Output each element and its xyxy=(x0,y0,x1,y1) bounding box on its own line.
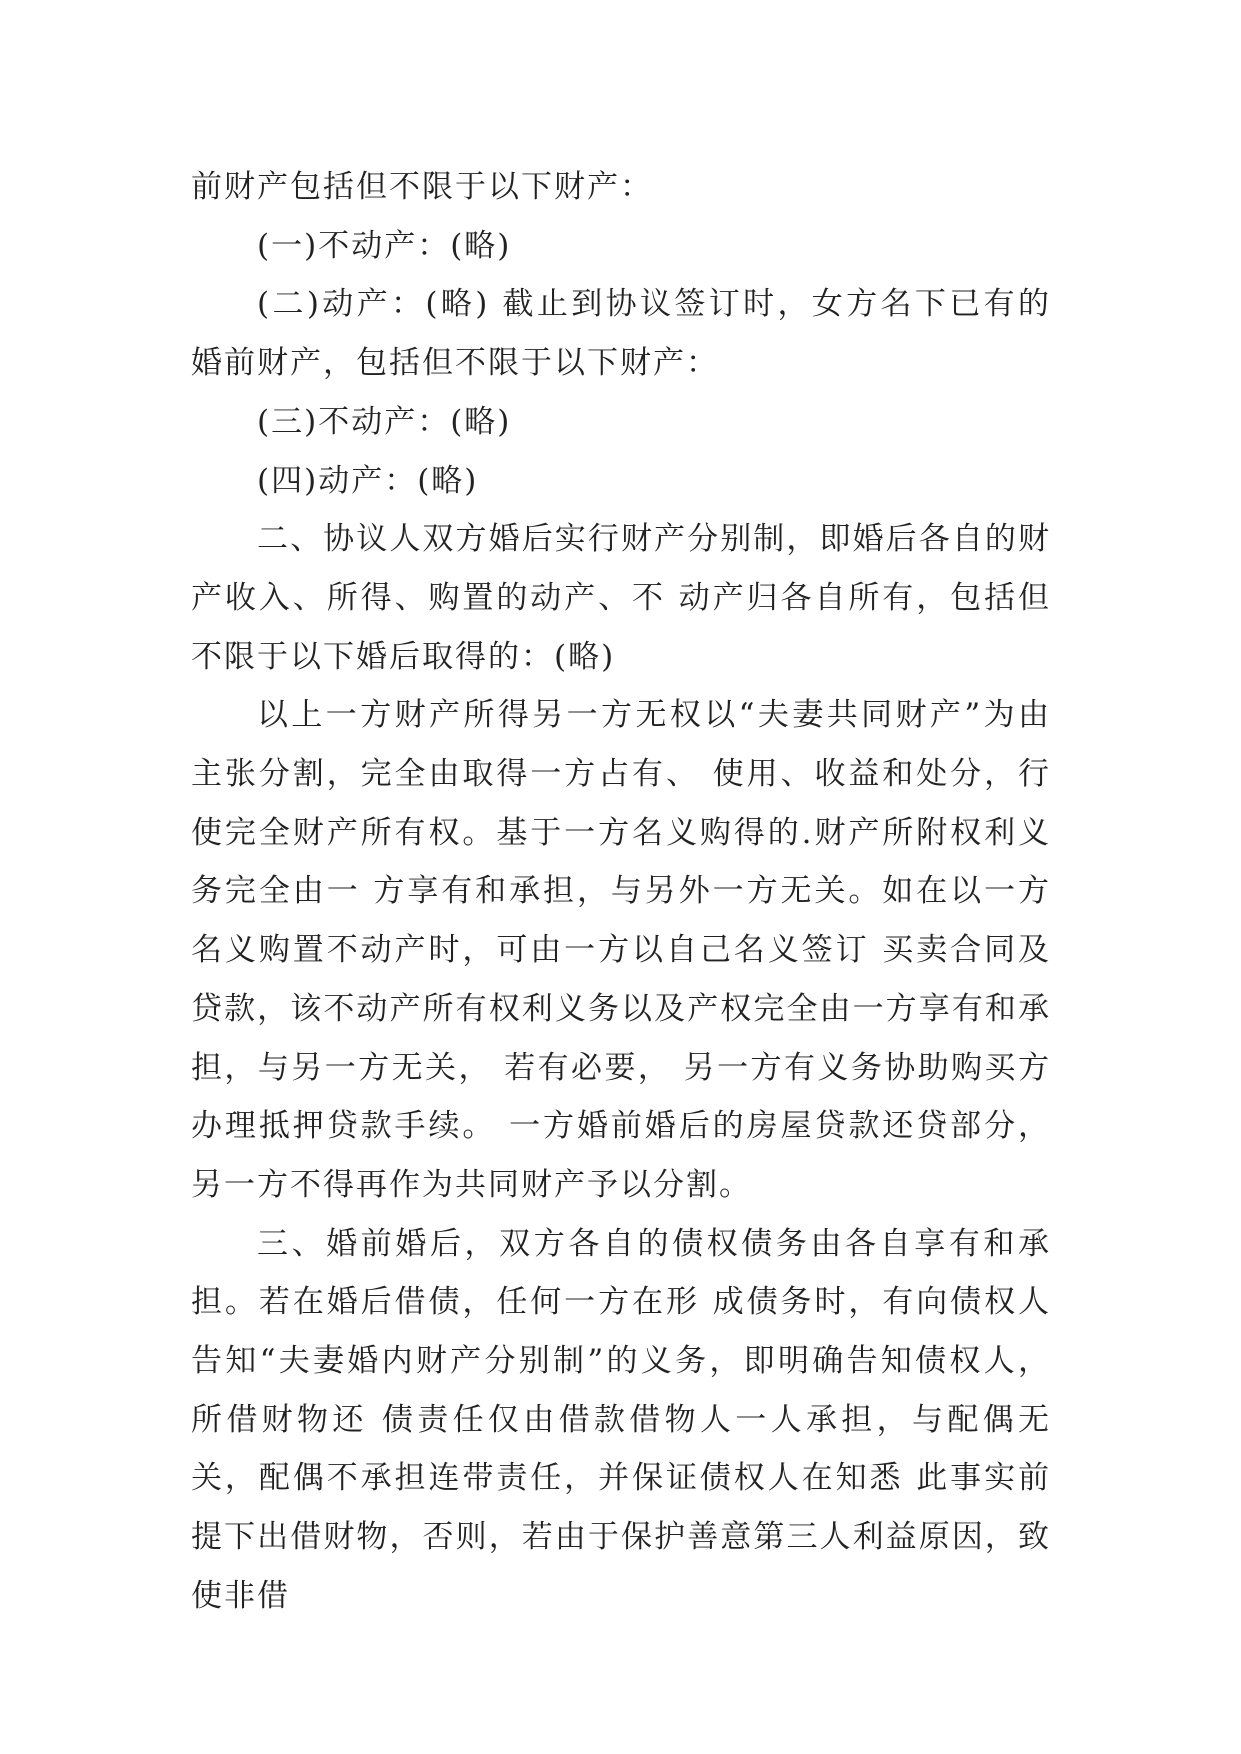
paragraph-item-1: (一)不动产：(略) xyxy=(257,227,512,264)
paragraph-clause-3: 三、婚前婚后，双方各自的债权债务由各自享有和承担。若在婚后借债，任何一方在形 成债务时，有向债权人告知“夫妻婚内财产分别制”的义务，即明确告知债权人，所借财物还 债责任仅由借款借物人一人承担，与配偶无关，配偶不承担连带责任，并保证债权人在知悉 此事实前提下出借财物，否则，若由于保护善意第三人利益原因，致使非借 xyxy=(191,1225,1051,1614)
document-body xyxy=(191,158,1051,1626)
paragraph-clause-2: 二、协议人双方婚后实行财产分别制，即婚后各自的财产收入、所得、购置的动产、不 动产归各自所有，包括但不限于以下婚后取得的：(略) xyxy=(191,521,1051,675)
paragraph-clause-2-detail: 以上一方财产所得另一方无权以“夫妻共同财产”为由主张分割，完全由取得一方占有、 使用、收益和处分，行使完全财产所有权。基于一方名义购得的.财产所附权利义务完全由一 方享有和承担，与另外一方无关。如在以一方名义购置不动产时，可由一方以自己名义签订 买卖合同及贷款，该不动产所有权利义务以及产权完全由一方享有和承担，与另一方无关， 若有必要， 另一方有义务协助购买方办理抵押贷款手续。 一方婚前婚后的房屋贷款还贷部分，另一方不得再作为共同财产予以分割。 xyxy=(191,697,1051,1203)
paragraph-item-4: (四)动产：(略) xyxy=(257,462,479,499)
paragraph-item-2: (二)动产：(略) 截止到协议签订时，女方名下已有的婚前财产，包括但不限于以下财产： xyxy=(191,286,1051,382)
paragraph-continuation: 前财产包括但不限于以下财产： xyxy=(191,169,653,205)
paragraph-item-3: (三)不动产：(略) xyxy=(257,403,512,440)
